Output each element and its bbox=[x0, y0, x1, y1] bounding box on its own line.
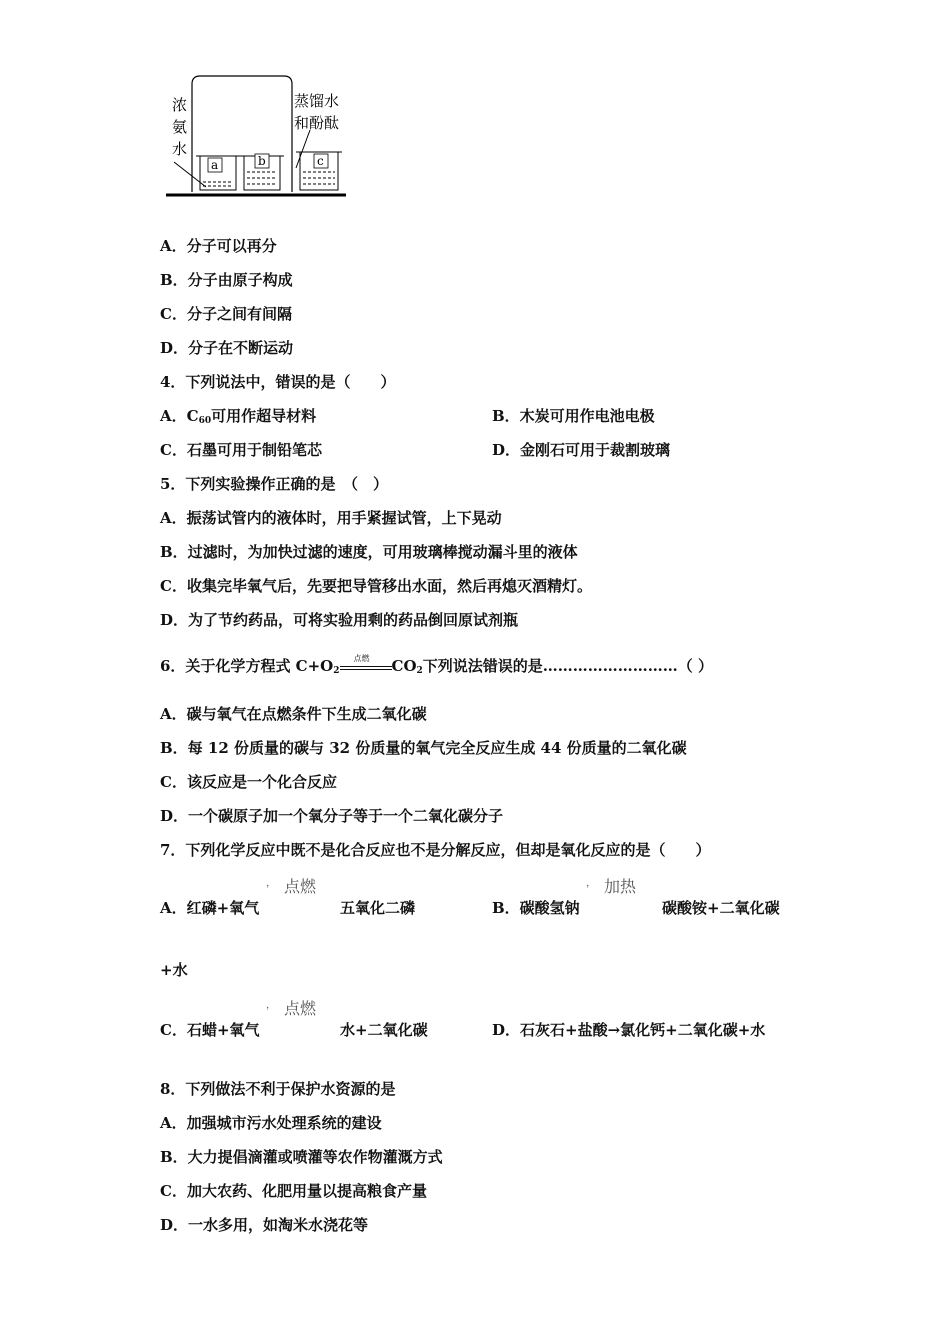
q5-option-b: B．过滤时，为加快过滤的速度，可用玻璃棒搅动漏斗里的液体 bbox=[160, 543, 578, 561]
q7-option-b-right: 碳酸铵+二氧化碳 bbox=[662, 899, 780, 917]
beaker-a-label: a bbox=[211, 158, 219, 172]
q7-option-c-left: C．石蜡+氧气 bbox=[160, 1021, 260, 1039]
q8-option-b: B．大力提倡滴灌或喷灌等农作物灌溉方式 bbox=[160, 1148, 443, 1166]
q4-a-rest: 可用作超导材料 bbox=[211, 407, 317, 425]
q4-a-prefix: A．C bbox=[160, 407, 199, 425]
q4-option-a bbox=[160, 406, 316, 431]
q3-option-a: A．分子可以再分 bbox=[160, 237, 277, 255]
q6-stem-suffix: 下列说法错误的是………………………（ ） bbox=[422, 657, 714, 675]
q5-stem: 5．下列实验操作正确的是 （ ） bbox=[160, 475, 388, 493]
left-label-2: 氨 bbox=[172, 118, 188, 136]
q7-option-a-right: 五氧化二磷 bbox=[340, 899, 416, 917]
q4-a-sub: 60 bbox=[198, 416, 212, 426]
q7-option-c-right: 水+二氧化碳 bbox=[340, 1021, 428, 1039]
q3-option-c: C．分子之间有间隔 bbox=[160, 305, 292, 323]
q7-c-condition: 点燃 bbox=[284, 999, 317, 1018]
q8-option-a: A．加强城市污水处理系统的建设 bbox=[160, 1114, 382, 1132]
q7-option-b-left: B．碳酸氢钠 bbox=[492, 899, 580, 917]
q6-o2-sub: 2 bbox=[333, 666, 340, 676]
q6-option-b: B．每 12 份质量的碳与 32 份质量的氧气完全反应生成 44 份质量的二氧化碳 bbox=[160, 739, 687, 757]
q7-stem: 7．下列化学反应中既不是化合反应也不是分解反应，但却是氧化反应的是（ ） bbox=[160, 841, 711, 859]
left-label-1: 浓 bbox=[172, 96, 188, 114]
q6-option-a: A．碳与氧气在点燃条件下生成二氧化碳 bbox=[160, 705, 427, 723]
right-label-line2: 和酚酞 bbox=[294, 114, 340, 132]
beaker-c-label: c bbox=[317, 154, 324, 168]
q7-a-tick: ， bbox=[266, 878, 276, 889]
q7-b-condition: 加热 bbox=[604, 877, 637, 896]
q8-option-d: D．一水多用，如淘米水浇花等 bbox=[160, 1216, 369, 1234]
apparatus-drawing bbox=[160, 72, 360, 202]
q6-option-c: C．该反应是一个化合反应 bbox=[160, 773, 337, 791]
q7-a-condition: 点燃 bbox=[284, 877, 317, 896]
q5-option-d: D．为了节约药品，可将实验用剩的药品倒回原试剂瓶 bbox=[160, 611, 519, 629]
q3-option-d: D．分子在不断运动 bbox=[160, 339, 294, 357]
q4-option-d: D．金刚石可用于裁割玻璃 bbox=[492, 441, 671, 459]
experiment-figure bbox=[160, 72, 360, 202]
q5-option-a: A．振荡试管内的液体时，用手紧握试管，上下晃动 bbox=[160, 509, 502, 527]
left-label-3: 水 bbox=[172, 140, 188, 158]
q7-option-d: D．石灰石+盐酸→氯化钙+二氧化碳+水 bbox=[492, 1021, 766, 1039]
q4-option-b: B．木炭可用作电池电极 bbox=[492, 407, 655, 425]
q6-option-d: D．一个碳原子加一个氧分子等于一个二氧化碳分子 bbox=[160, 807, 504, 825]
q4-stem: 4．下列说法中，错误的是（ ） bbox=[160, 373, 396, 391]
q7-option-b-continued: +水 bbox=[160, 961, 188, 979]
equation-arrow bbox=[340, 654, 392, 677]
beaker-b-label: b bbox=[258, 154, 266, 168]
q6-stem-prefix: 6．关于化学方程式 C+O bbox=[160, 657, 334, 675]
q7-option-a-left: A．红磷+氧气 bbox=[160, 899, 260, 917]
q7-b-tick: ， bbox=[586, 878, 596, 889]
q8-stem: 8．下列做法不利于保护水资源的是 bbox=[160, 1080, 396, 1098]
q6-stem bbox=[160, 656, 713, 681]
q5-option-c: C．收集完毕氧气后，先要把导管移出水面，然后再熄灭酒精灯。 bbox=[160, 577, 592, 595]
q3-option-b: B．分子由原子构成 bbox=[160, 271, 293, 289]
q7-c-tick: ， bbox=[266, 1000, 276, 1011]
q6-co2-sub: 2 bbox=[416, 666, 423, 676]
q6-product: CO bbox=[391, 657, 417, 675]
q8-option-c: C．加大农药、化肥用量以提高粮食产量 bbox=[160, 1182, 427, 1200]
right-label-line1: 蒸馏水 bbox=[294, 92, 340, 110]
equation-condition: 点燃 bbox=[353, 654, 370, 663]
q4-option-c: C．石墨可用于制铅笔芯 bbox=[160, 441, 322, 459]
